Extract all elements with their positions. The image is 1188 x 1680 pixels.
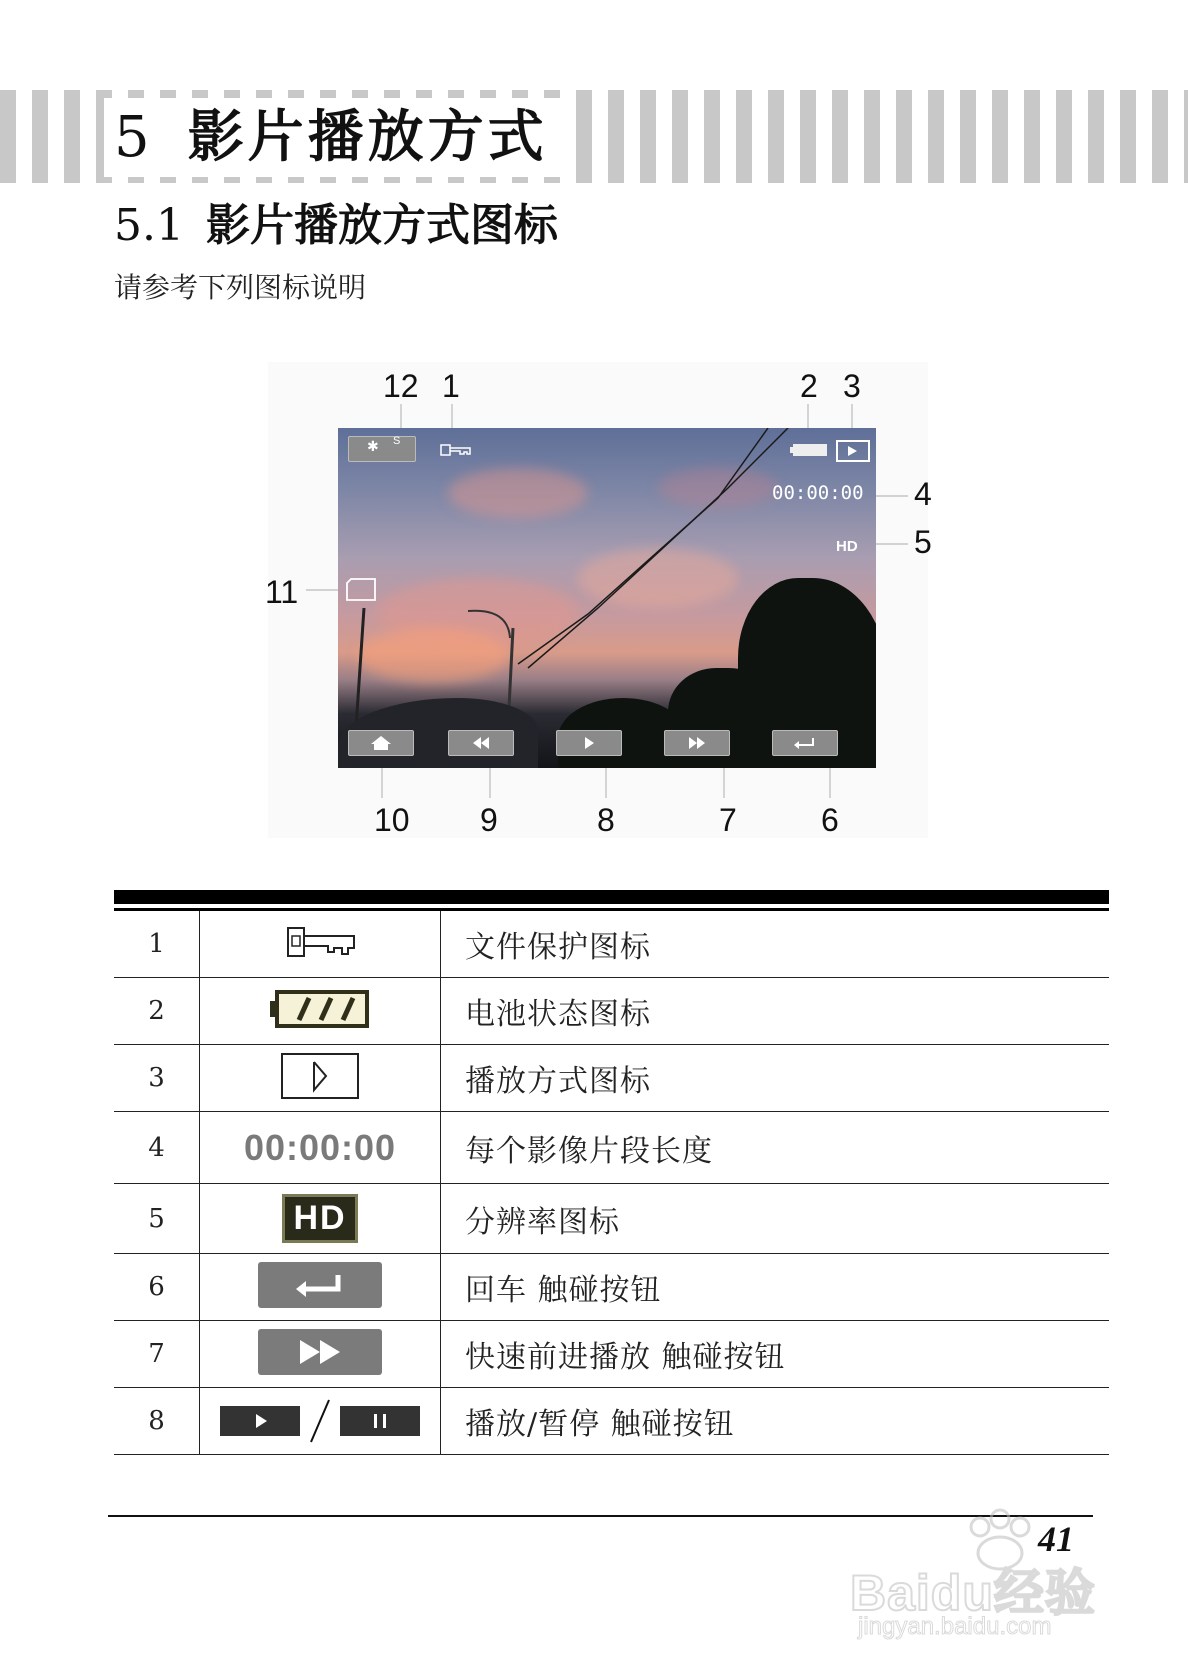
callout-10: 10 — [374, 802, 410, 838]
timecode-icon: 00:00:00 — [243, 1126, 397, 1168]
table-row — [114, 1045, 1109, 1112]
callout-9: 9 — [480, 802, 498, 838]
callout-8: 8 — [597, 802, 615, 838]
rewind-button[interactable] — [448, 730, 514, 756]
fast-forward-button-icon — [258, 1329, 382, 1375]
camera-lcd-screen — [338, 428, 876, 768]
watermark-url: jingyan.baidu.com — [858, 1613, 1052, 1640]
row-icon-cell — [200, 1045, 441, 1112]
fast-forward-icon — [665, 731, 729, 755]
play-icon — [557, 731, 621, 755]
play-button[interactable] — [556, 730, 622, 756]
hd-icon — [282, 1194, 357, 1243]
callout-3: 3 — [843, 368, 861, 404]
row-icon-cell — [200, 1112, 441, 1184]
chapter-number: 5 — [114, 105, 154, 170]
battery-icon — [790, 442, 830, 458]
table-row — [114, 978, 1109, 1045]
section-number: 5.1 — [114, 200, 184, 251]
home-icon — [349, 731, 413, 755]
hd-icon-text: HD — [293, 1199, 347, 1237]
row-icon-cell — [200, 1184, 441, 1254]
baidu-jingyan-watermark — [848, 1505, 1148, 1645]
file-protect-key-icon — [440, 444, 472, 458]
callout-5: 5 — [914, 524, 932, 560]
enter-button[interactable] — [772, 730, 838, 756]
callout-4: 4 — [914, 476, 932, 512]
row-description: 快速前进播放 触碰按钮 — [441, 1321, 1110, 1388]
enter-button-icon — [258, 1262, 382, 1308]
table-row — [114, 1254, 1109, 1321]
home-button[interactable] — [348, 730, 414, 756]
watermark-brand: Baidu经验 — [850, 1565, 1096, 1621]
section-title-text: 影片播放方式图标 — [205, 200, 558, 251]
rewind-icon — [449, 731, 513, 755]
slash-divider — [305, 1396, 335, 1446]
row-description: 回车 触碰按钮 — [441, 1254, 1110, 1321]
row-description: 播放/暂停 触碰按钮 — [441, 1388, 1110, 1455]
playback-mode-icon — [280, 1052, 360, 1100]
row-number: 3 — [114, 1045, 200, 1112]
callout-11: 11 — [265, 574, 299, 610]
row-description: 播放方式图标 — [441, 1045, 1110, 1112]
fast-forward-icon — [258, 1329, 382, 1375]
row-number: 1 — [114, 911, 200, 978]
row-icon-cell — [200, 911, 441, 978]
playback-mode-icon — [836, 440, 870, 462]
enter-icon — [773, 731, 837, 755]
table-row — [114, 1388, 1109, 1455]
row-number: 4 — [114, 1112, 200, 1184]
icon-legend-table — [114, 911, 1109, 1455]
callout-1: 1 — [442, 368, 460, 404]
table-row — [114, 911, 1109, 978]
row-number: 2 — [114, 978, 200, 1045]
enter-arrow-icon — [258, 1262, 382, 1308]
play-icon — [220, 1406, 300, 1436]
table-row — [114, 1112, 1109, 1184]
running-person-icon: ✱ — [367, 439, 379, 455]
callout-7: 7 — [719, 802, 737, 838]
timecode-display: 00:00:00 — [772, 482, 864, 504]
callout-6: 6 — [821, 802, 839, 838]
sd-card-icon — [344, 578, 378, 602]
callout-12: 12 — [383, 368, 419, 404]
fast-forward-button[interactable] — [664, 730, 730, 756]
row-number: 5 — [114, 1184, 200, 1254]
intro-text: 请参考下列图标说明 — [114, 271, 367, 304]
row-number: 7 — [114, 1321, 200, 1388]
row-number: 6 — [114, 1254, 200, 1321]
row-icon-cell — [200, 1388, 441, 1455]
chapter-title-text: 影片播放方式 — [187, 104, 548, 170]
scene-mode-badge: S — [393, 435, 401, 447]
row-description: 电池状态图标 — [441, 978, 1110, 1045]
page-number: 41 — [1038, 1519, 1074, 1559]
pause-icon — [340, 1406, 420, 1436]
row-number: 8 — [114, 1388, 200, 1455]
file-protect-key-icon — [282, 922, 358, 962]
resolution-indicator: HD — [836, 538, 858, 555]
row-icon-cell — [200, 978, 441, 1045]
row-description: 文件保护图标 — [441, 911, 1110, 978]
row-icon-cell — [200, 1254, 441, 1321]
row-description: 每个影像片段长度 — [441, 1112, 1110, 1184]
row-icon-cell — [200, 1321, 441, 1388]
table-row — [114, 1184, 1109, 1254]
play-pause-button-icon — [220, 1396, 420, 1446]
row-description: 分辨率图标 — [441, 1184, 1110, 1254]
battery-icon — [269, 988, 371, 1030]
callout-2: 2 — [800, 368, 818, 404]
table-row — [114, 1321, 1109, 1388]
scene-mode-indicator — [348, 436, 416, 462]
table-top-rule — [114, 890, 1109, 904]
